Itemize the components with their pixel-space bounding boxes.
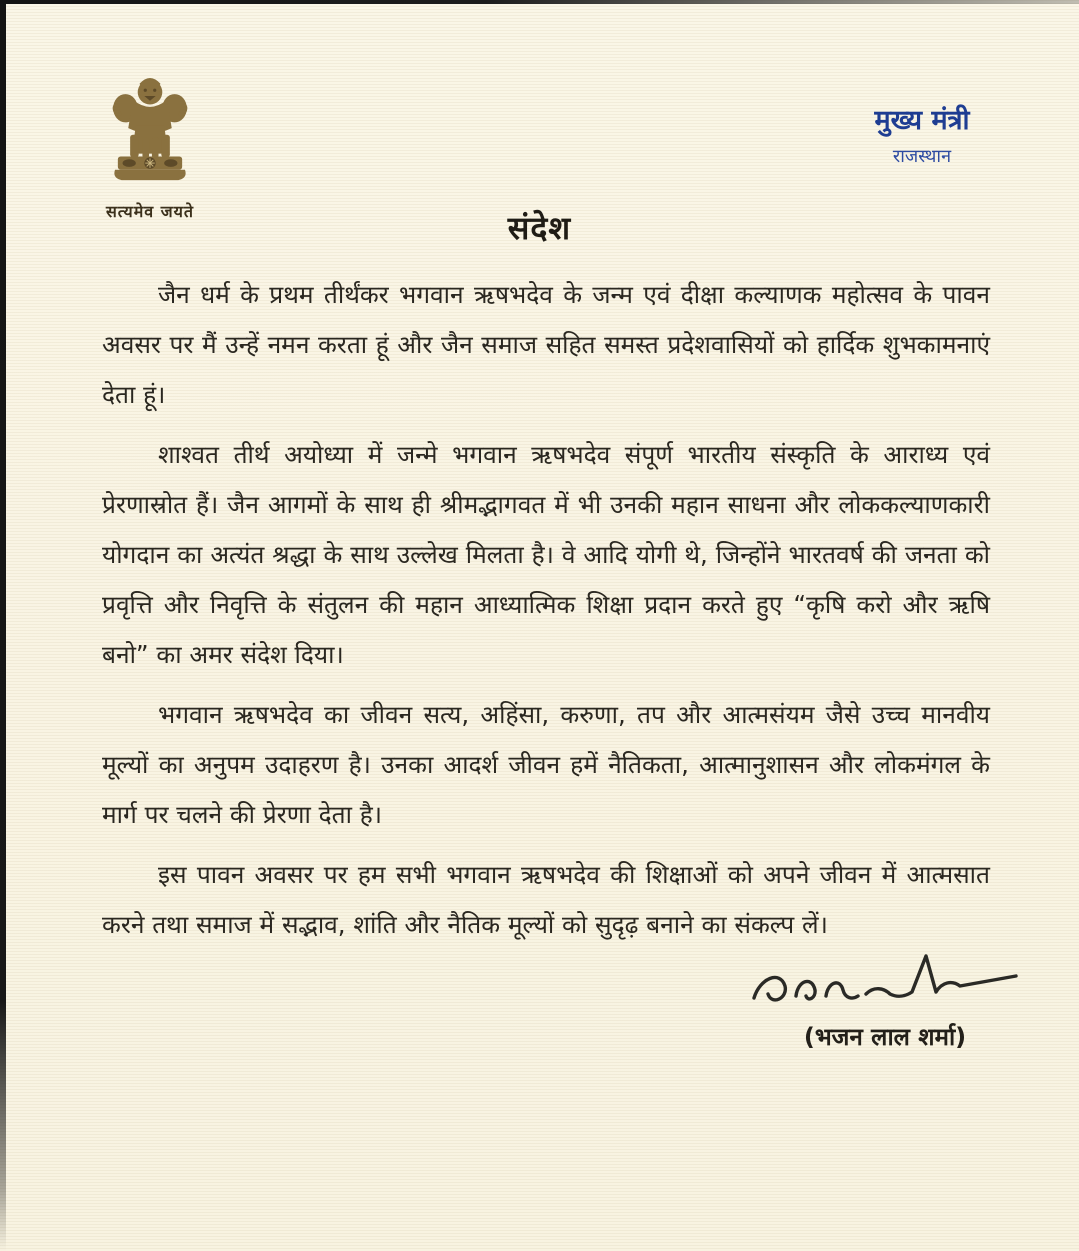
letter-paragraph: भगवान ऋषभदेव का जीवन सत्य, अहिंसा, करुणा, तप और आत्मसंयम जैसे उच्च मानवीय मूल्यों का अनुपम उदाहरण है। उनका आदर्श जीवन हमें नैतिकता, आत्मानुशासन और लोकमंगल के मार्ग पर चलने की प्रेरणा देता है। xyxy=(102,700,990,829)
handwritten-signature xyxy=(735,942,1035,1020)
national-emblem-block xyxy=(86,68,214,222)
signatory-name: (भजन लाल शर्मा) xyxy=(803,1023,967,1051)
letter-title: संदेश xyxy=(507,209,572,247)
emblem-motto: सत्यमेव जयते xyxy=(105,202,195,221)
ashoka-lion-capital-icon xyxy=(98,177,202,196)
office-block xyxy=(817,100,1027,168)
office-title: मुख्य मंत्री xyxy=(874,105,970,136)
letter-paragraph: शाश्वत तीर्थ अयोध्या में जन्मे भगवान ऋषभदेव संपूर्ण भारतीय संस्कृति के आराध्य एवं प्रेरणास्रोत हैं। जैन आगमों के साथ ही श्रीमद्भागवत में भी उनकी महान साधना और लोककल्याणकारी योगदान का अत्यंत श्रद्धा के साथ उल्लेख मिलता है। वे आदि योगी थे, जिन्होंने भारतवर्ष की जनता को प्रवृत्ति और निवृत्ति के संतुलन की महान आध्यात्मिक शिक्षा प्रदान करते हुए “कृषि करो और ऋषि बनो” का अमर संदेश दिया। xyxy=(102,440,990,669)
letter-paragraph: जैन धर्म के प्रथम तीर्थंकर भगवान ऋषभदेव के जन्म एवं दीक्षा कल्याणक महोत्सव के पावन अवसर पर मैं उन्हें नमन करता हूं और जैन समाज सहित समस्त प्रदेशवासियों को हार्दिक शुभकामनाएं देता हूं। xyxy=(102,280,990,409)
letter-paragraph: इस पावन अवसर पर हम सभी भगवान ऋषभदेव की शिक्षाओं को अपने जीवन में आत्मसात करने तथा समाज में सद्भाव, शांति और नैतिक मूल्यों को सुदृढ़ बनाने का संकल्प लें। xyxy=(102,860,990,939)
scan-edge-top xyxy=(0,0,1079,4)
signature-block xyxy=(735,942,1035,1053)
scan-edge-left xyxy=(0,0,6,1251)
office-region: राजस्थान xyxy=(892,146,952,167)
letter-body xyxy=(102,270,990,960)
